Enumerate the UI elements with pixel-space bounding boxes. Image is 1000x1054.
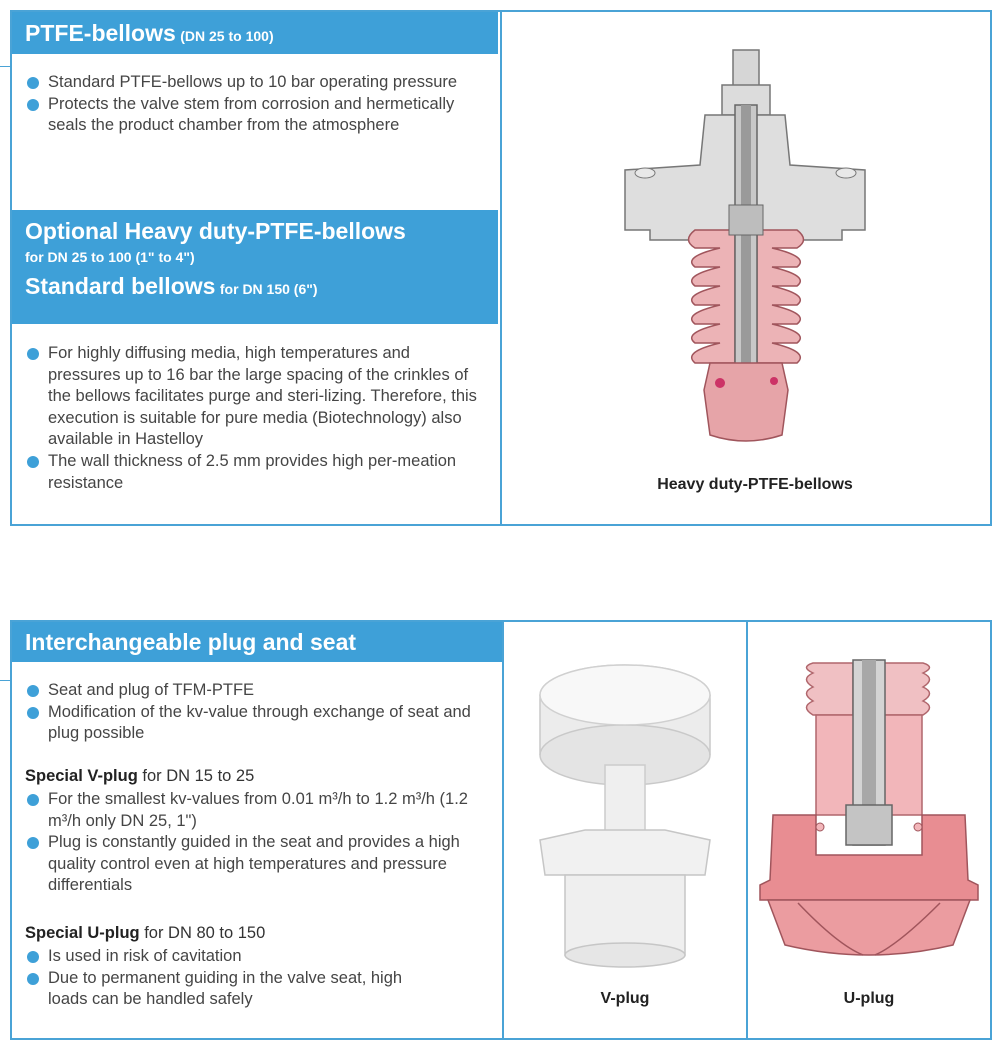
- heavy-duty-bellows-illustration: [610, 45, 880, 455]
- list-item: The wall thickness of 2.5 mm provides high per-meation resistance: [25, 451, 480, 494]
- section2-header: [12, 622, 502, 662]
- list-item: Protects the valve stem from corrosion and hermetically seals the product chamber from the atmosphere: [25, 94, 480, 137]
- vplug-heading: Special V-plug for DN 15 to 25: [25, 767, 255, 785]
- plug-body: [704, 363, 788, 441]
- header2-line2: for DN 25 to 100 (1" to 4"): [25, 249, 195, 265]
- header2-line3-big: Standard bellows: [25, 273, 216, 299]
- section1-bullets2: [25, 343, 480, 494]
- section2-bullets: [25, 680, 485, 745]
- section1-title-range: (DN 25 to 100): [180, 28, 274, 44]
- uplug-bullets: [25, 946, 445, 1011]
- bellows-left: [689, 230, 736, 363]
- section2-marker: [0, 680, 12, 681]
- uplug-heading: Special U-plug for DN 80 to 150: [25, 924, 266, 942]
- list-item: For the smallest kv-values from 0.01 m³/h to 1.2 m³/h (1.2 m³/h only DN 25, 1"): [25, 789, 490, 832]
- vplug-illustration: [525, 650, 725, 970]
- list-item: Seat and plug of TFM-PTFE: [25, 680, 485, 702]
- list-item: Plug is constantly guided in the seat and provides a high quality control even at high temperatures and pressure differentials: [25, 832, 490, 897]
- vplug-bullets: [25, 789, 490, 897]
- bellows-caption: Heavy duty-PTFE-bellows: [657, 476, 853, 493]
- section1-marker: [0, 66, 12, 67]
- section1-title: PTFE-bellows: [25, 20, 176, 46]
- list-item: For highly diffusing media, high temperatures and pressures up to 16 bar the large spacing of the crinkles of the bellows facilitates purge and steri-lizing. Therefore, this execution is suitable for pure media (Biotechnology) also available in Hastelloy: [25, 343, 480, 451]
- bellows-right: [757, 230, 804, 363]
- section1-header2: [12, 210, 498, 324]
- list-item: Is used in risk of cavitation: [25, 946, 445, 968]
- list-item: Modification of the kv-value through exchange of seat and plug possible: [25, 702, 485, 745]
- header2-line3-small: for DN 150 (6"): [219, 281, 318, 297]
- uplug-illustration: [758, 655, 980, 965]
- section2-title: Interchangeable plug and seat: [25, 629, 357, 655]
- header2-line1: Optional Heavy duty-PTFE-bellows: [25, 218, 406, 244]
- list-item: Due to permanent guiding in the valve seat, high loads can be handled safely: [25, 968, 445, 1011]
- uplug-caption: U-plug: [843, 990, 895, 1007]
- section1-bullets: [25, 72, 480, 137]
- section1-header: [12, 12, 498, 54]
- vplug-caption: V-plug: [600, 990, 650, 1007]
- list-item: Standard PTFE-bellows up to 10 bar operating pressure: [25, 72, 480, 94]
